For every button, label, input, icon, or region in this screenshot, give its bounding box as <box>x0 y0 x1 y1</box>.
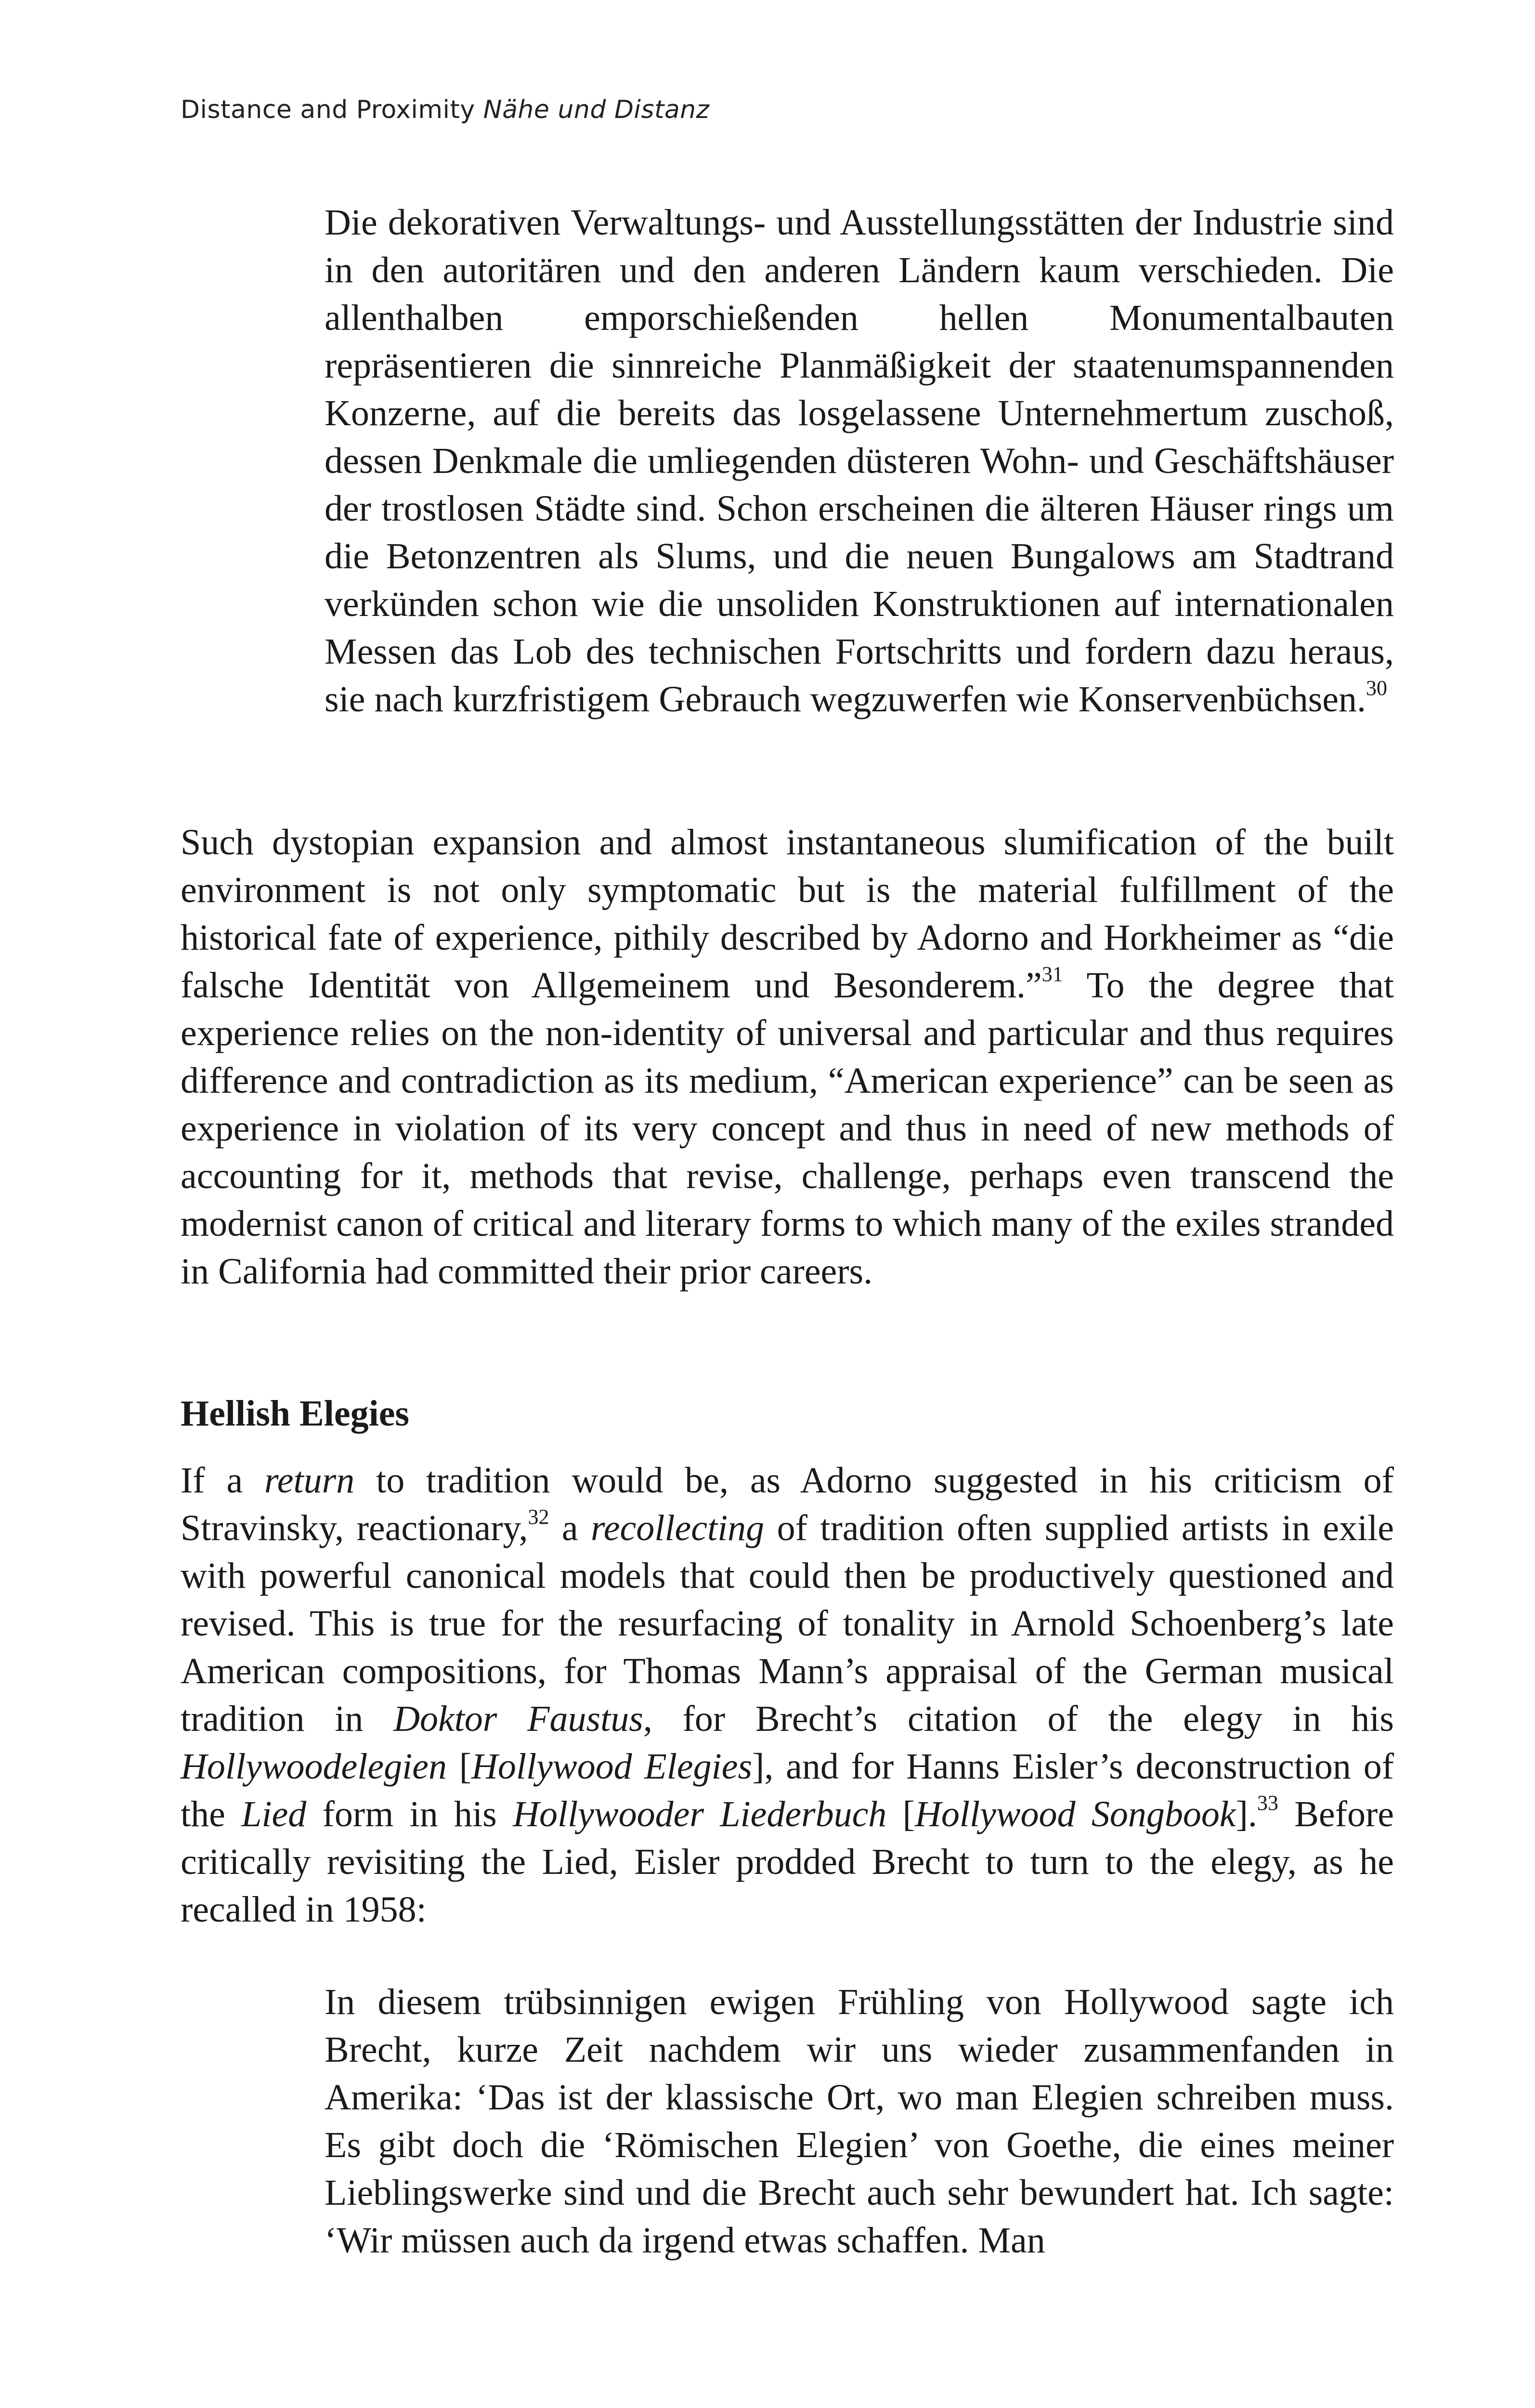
block-quote-1-text: Die dekorativen Verwaltungs- und Ausstellungsstätten der Industrie sind in den autoritären und den anderen Ländern kaum verschieden. Die allenthalben emporschießenden hellen Monumentalbauten repräsentieren die sinnreiche Planmäßigkeit der staatenumspannenden Konzerne, auf die bereits das losgelassene Unternehmertum zuschoß, dessen Denkmale die umliegenden düsteren Wohn- und Geschäftshäuser der trostlosen Städte sind. Schon erscheinen die älteren Häuser rings um die Betonzentren als Slums, und die neuen Bungalows am Stadtrand verkünden schon wie die unsoliden Konstruktionen auf internationalen Messen das Lob des technischen Fortschritts und fordern dazu heraus, sie nach kurzfristigem Gebrauch wegzuwerfen wie Konservenbüchsen. <box>325 202 1394 720</box>
block-quote-1 <box>325 199 1394 723</box>
emphasis-recollecting: recollecting <box>591 1508 765 1548</box>
paragraph-2: If a return to tradition would be, as Adorno suggested in his criticism of Stravinsky, reactionary,$^{32}$ a recollecting of tradition often supplied artists in exile with powerful canonical models that could then be productively questioned and revised. This is true for the resurfacing of tonality in Arnold Schoenberg’s late American compositions, for Thomas Mann’s appraisal of the German musical tradition in Doktor Faustus, for Brecht’s citation of the elegy in his Hollywoodelegien [Hollywood Elegies], and for Hanns Eisler’s deconstruction of the Lied form in his Hollywooder Liederbuch [Hollywood Songbook].$^{33}$ Before critically revisiting the Lied, Eisler prodded Brecht to turn to the elegy, as he recalled in 1958: <box>181 1460 1394 1930</box>
footnote-ref-33: 33 <box>1257 1791 1278 1815</box>
section-heading: Hellish Elegies <box>181 1393 409 1434</box>
title-doktor-faustus: Doktor Faustus <box>393 1699 643 1739</box>
block-quote-2-text: In diesem trübsinnigen ewigen Frühling von Hollywood sagte ich Brecht, kurze Zeit nachdem wir uns wieder zusammenfanden in Amerika: ‘Das ist der klassische Ort, wo man Elegien schreiben muss. Es gibt doch die ‘Römischen Elegien’ von Goethe, die eines meiner Lieblingswerke sind und die Brecht auch sehr bewundert hat. Ich sagte: ‘Wir müssen auch da irgend etwas schaffen. Man <box>325 1982 1394 2261</box>
footnote-ref-32: 32 <box>528 1505 549 1529</box>
running-head <box>181 95 709 124</box>
paragraph-1-text-cont: To the degree that experience relies on the non-identity of universal and particular and thus requires difference and contradiction as its medium, “American experience” can be seen as experience in violation of its very concept and thus in need of new methods of accounting for it, methods that revise, challenge, perhaps even transcend the modernist canon of critical and literary forms to which many of the exiles stranded in California had committed their prior careers. <box>181 965 1394 1292</box>
title-hollywood-elegies: Hollywood Elegies <box>471 1746 753 1787</box>
paragraph-1-text: Such dystopian expansion and almost instantaneous slumification of the built environment is not only symptomatic but is the material fulfillment of the historical fate of experience, pithily described by Adorno and Horkheimer as “die falsche Identität von Allgemeinem und Besonderem.” <box>181 822 1394 1006</box>
emphasis-return: return <box>264 1460 355 1501</box>
footnote-ref-31: 31 <box>1041 962 1063 986</box>
footnote-ref-30: 30 <box>1366 676 1388 700</box>
term-lied: Lied <box>241 1794 307 1834</box>
running-head-title-german: Nähe und Distanz <box>483 95 710 124</box>
title-hollywooder-liederbuch: Hollywooder Liederbuch <box>513 1794 887 1834</box>
title-hollywood-songbook: Hollywood Songbook <box>915 1794 1236 1834</box>
block-quote-2 <box>325 1978 1394 2264</box>
paragraph-1 <box>181 819 1394 1296</box>
title-hollywoodelegien: Hollywoodelegien <box>181 1746 447 1787</box>
running-head-title: Distance and Proximity <box>181 95 475 124</box>
